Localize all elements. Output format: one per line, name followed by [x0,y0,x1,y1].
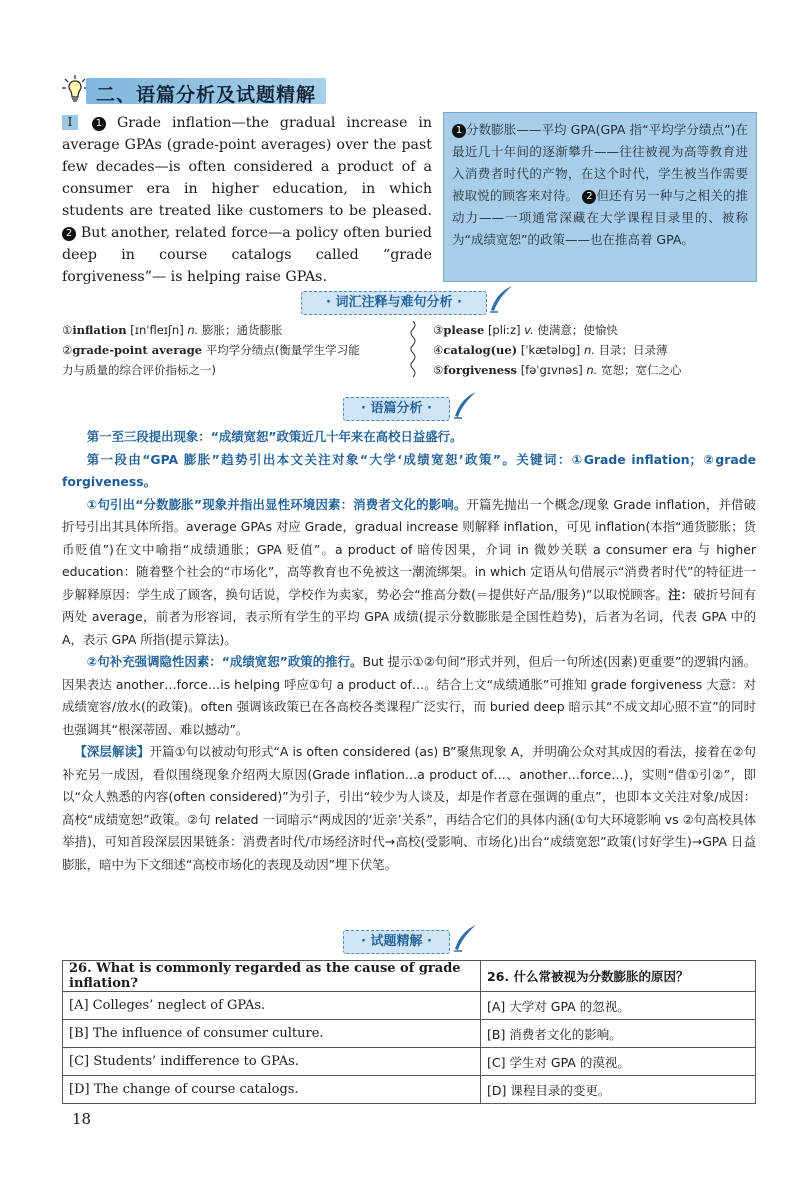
sentence-marker-1: 1 [92,117,106,131]
table-row [63,961,756,992]
analysis-summary-1: 第一至三段提出现象：“成绩宽恕”政策近几十年来在高校日益盛行。 [86,429,463,444]
option-d-zh: [D] 课程目录的变更。 [481,1076,756,1104]
section-header [62,72,327,106]
paragraph-marker: Ⅰ [62,115,78,130]
translation-text-2: 但还有另一种与之相关的推动力——一项通常深藏在大学课程目录里的、被称为“成绩宽恕”的政策——也在推高着 GPA。 [452,188,748,247]
option-c-en: [C] Students’ indifference to GPAs. [63,1048,481,1076]
option-c-zh: [C] 学生对 GPA 的漠视。 [481,1048,756,1076]
vocab-item-continuation: 力与质量的综合评价指标之一) [62,363,216,377]
page-number: 18 [72,1110,92,1128]
zigzag-divider [407,321,419,379]
analysis-section-title: · 语篇分析 · [343,397,450,421]
analysis-paragraph-3: 【深层解读】开篇①句以被动句形式“A is often considered (as) B”聚焦现象 A，并明确公众对其成因的看法，接着在②句补充另一成因，看似围绕现象介绍两大原因(Grade inflation…a product of…、another…force…)，实则“借①引②”，即以“众人熟悉的内容(often considered)”为引子，引出“较少为人谈及，却是作者意在强调的重点”，也即本文关注对象/成因：高校“成绩宽恕”政策。②句 related 一词暗示“两成因的‘近亲’关系”，再结合它们的具体内涵(①句大环境影响 vs ②句高校具体举措)，可知首段深层因果链条：消费者时代/市场经济时代→高校(受影响、市场化)出台“成绩宽恕”政策(讨好学生)→GPA 日益膨胀，暗中为下文细述“高校市场化的表现及动因”埋下伏笔。 [62,744,757,872]
option-a-zh: [A] 大学对 GPA 的忽视。 [481,992,756,1020]
vocab-item: ④catalog(ue) [ˈkætəlɒg] n. 目录；日录薄 [433,343,668,357]
table-row [63,1048,756,1076]
sentence-marker-2: 2 [62,227,76,241]
passage-sentence-1: Grade inflation—the gradual increase in average GPAs (grade-point averages) over the past few decades—is often considered a product of a consumer era in higher education, in which students are treated like customers to be pleased. [62,115,432,219]
question-en: 26. What is commonly regarded as the cause of grade inflation? [63,961,481,992]
quill-icon [452,923,478,953]
analysis-body [62,426,756,876]
translation-box [443,112,757,282]
question-zh: 26. 什么常被视为分数膨胀的原因？ [481,961,756,992]
vocab-item: ③please [pliːz] v. 使满意；使愉快 [433,323,618,337]
option-d-en: [D] The change of course catalogs. [63,1076,481,1104]
table-row [63,1076,756,1104]
translation-marker-1: 1 [452,124,466,138]
option-b-en: [B] The influence of consumer culture. [63,1020,481,1048]
question-section-title: · 试题精解 · [343,930,450,954]
option-a-en: [A] Colleges’ neglect of GPAs. [63,992,481,1020]
vocab-item: ⑤forgiveness [fəˈgɪvnəs] n. 宽恕；宽仁之心 [433,363,682,377]
analysis-summary-2: 第一段由“GPA 膨胀”趋势引出本文关注对象“大学‘成绩宽恕’政策”。关键词：①Grade inflation；②grade forgiveness。 [62,451,756,489]
translation-text-1: 分数膨胀——平均 GPA(GPA 指“平均学分绩点”)在最近几十年间的逐渐攀升——往往被视为高等教育进入消费者时代的产物，在这个时代，学生被当作需要被取悦的顾客来对待。 [452,122,748,203]
vocab-right-column [433,320,753,380]
option-b-zh: [B] 消费者文化的影响。 [481,1020,756,1048]
table-row [63,992,756,1020]
passage-text [62,112,432,288]
analysis-paragraph-2: ②句补充强调隐性因素：“成绩宽恕”政策的推行。But 提示①②句间“形式并列，但后一句所述(因素)更重要”的逻辑内涵。因果表达 another…force…is helping 呼应①句 a product of…。结合上文“成绩通胀”可推知 grade forgiveness 大意：对成绩宽容/放水(的政策)。often 强调该政策已在各高校各类课程广泛实行，而 buried deep 暗示其“不成文却心照不宣”的同时也强调其“根深蒂固、难以撼动”。 [62,654,756,737]
translation-marker-2: 2 [582,190,596,204]
quill-icon [488,284,514,314]
passage-sentence-2: But another, related force—a policy often buried deep in course catalogs called “grade forgiveness”— is helping raise GPAs. [62,225,432,285]
analysis-paragraph-1: ①句引出“分数膨胀”现象并指出显性环境因素：消费者文化的影响。开篇先抛出一个概念/现象 Grade inflation，并借破折号引出其具体所指。average GPAs 对应 Grade，gradual increase 则解释 inflation，可见 inflation(本指“通货膨胀；货币贬值”)在文中喻指“成绩通胀；GPA 贬值”。a product of 暗传因果，介词 in 微妙关联 a consumer era 与 higher education：随着整个社会的“市场化”，高等教育也不免被这一潮流绑架。in which 定语从句借展示“消费者时代”的特征进一步解释原因：学生成了顾客，换句话说，学校作为卖家，势必会“推高分数(＝提供好产品/服务)”以取悦顾客。注：破折号间有两处 average，前者为形容词，表示所有学生的平均 GPA 成绩(提示分数膨胀是全国性趋势)，后者为名词，代表 GPA 中的 A，表示 GPA 所指(提示算法)。 [62,496,757,647]
quill-icon [452,390,478,420]
vocab-left-column [62,320,402,380]
vocab-item: ①inflation [ɪnˈfleɪʃn] n. 膨胀；通货膨胀 [62,323,283,337]
vocab-section-title: · 词汇注释与难句分析 · [301,291,487,315]
vocab-item: ②grade-point average 平均学分绩点(衡量学生学习能 [62,343,360,357]
question-table [62,960,756,1104]
section-title: 二、语篇分析及试题精解 [96,84,317,106]
table-row [63,1020,756,1048]
lightbulb-icon [62,74,88,104]
